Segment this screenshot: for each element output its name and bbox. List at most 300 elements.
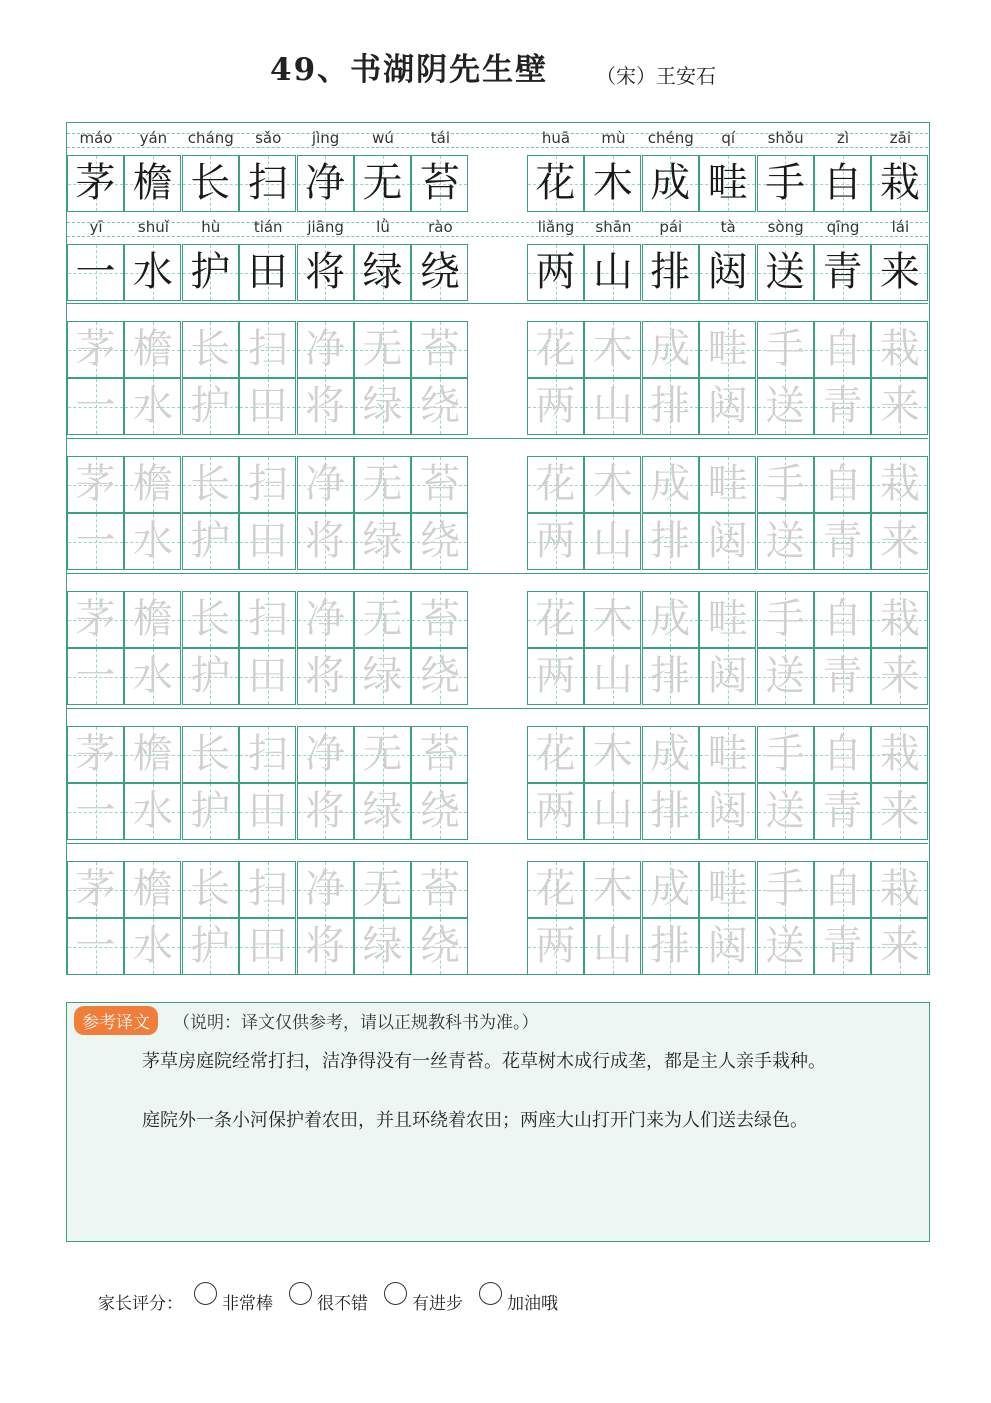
- radio-circle-icon[interactable]: [194, 1282, 217, 1305]
- trace-character: 木: [592, 731, 633, 777]
- trace-character: 栽: [879, 326, 920, 372]
- trace-character: 茅: [75, 326, 116, 372]
- trace-character: 檐: [132, 326, 173, 372]
- tracing-cell[interactable]: [584, 591, 641, 648]
- rating-option-label: 非常棒: [222, 1294, 273, 1314]
- model-character: 两: [535, 249, 576, 295]
- translation-paragraph-2: 庭院外一条小河保护着农田，并且环绕着农田；两座大山打开门来为人们送去绿色。: [142, 1110, 808, 1131]
- translation-paragraph-1: 茅草房庭院经常打扫，洁净得没有一丝青苔。花草树木成行成垄，都是主人亲手栽种。: [142, 1051, 826, 1072]
- trace-character: 净: [305, 461, 346, 507]
- model-character: 送: [765, 249, 806, 295]
- trace-character: 青: [822, 653, 863, 699]
- tracing-cell[interactable]: [239, 918, 296, 975]
- tracing-cell[interactable]: [411, 726, 468, 783]
- tracing-cell[interactable]: [527, 378, 584, 435]
- tracing-cell[interactable]: [124, 783, 181, 840]
- pinyin-label: jiāng: [307, 218, 344, 236]
- tracing-cell[interactable]: [354, 378, 411, 435]
- trace-character: 木: [592, 461, 633, 507]
- tracing-cell[interactable]: [871, 321, 928, 378]
- tracing-cell[interactable]: [67, 591, 124, 648]
- tracing-cell[interactable]: [67, 321, 124, 378]
- tracing-cell[interactable]: [527, 861, 584, 918]
- tracing-cell[interactable]: [584, 918, 641, 975]
- trace-character: 绕: [419, 518, 460, 564]
- radio-circle-icon[interactable]: [384, 1282, 407, 1305]
- pinyin-label: qīng: [826, 218, 860, 236]
- tracing-cell[interactable]: [239, 378, 296, 435]
- tracing-cell[interactable]: [182, 918, 239, 975]
- trace-character: 畦: [707, 731, 748, 777]
- tracing-cell[interactable]: [871, 513, 928, 570]
- tracing-cell[interactable]: [67, 648, 124, 705]
- tracing-cell[interactable]: [354, 783, 411, 840]
- trace-character: 长: [190, 461, 231, 507]
- trace-character: 送: [765, 788, 806, 834]
- tracing-cell[interactable]: [182, 861, 239, 918]
- tracing-cell[interactable]: [411, 648, 468, 705]
- tracing-cell[interactable]: [354, 918, 411, 975]
- tracing-cell[interactable]: [354, 513, 411, 570]
- tracing-row: [67, 648, 928, 705]
- tracing-cell[interactable]: [411, 321, 468, 378]
- pinyin-label: sǎo: [255, 129, 282, 147]
- pinyin-label: wú: [372, 129, 394, 147]
- tracing-cell[interactable]: [527, 783, 584, 840]
- pinyin-label: chéng: [647, 129, 694, 147]
- tracing-cell[interactable]: [871, 378, 928, 435]
- trace-character: 绿: [362, 653, 403, 699]
- tracing-cell[interactable]: [527, 321, 584, 378]
- tracing-cell[interactable]: [182, 648, 239, 705]
- trace-character: 绿: [362, 788, 403, 834]
- trace-character: 自: [822, 731, 863, 777]
- tracing-cell[interactable]: [182, 321, 239, 378]
- model-character: 绿: [362, 249, 403, 295]
- tracing-cell[interactable]: [527, 456, 584, 513]
- trace-character: 扫: [247, 866, 288, 912]
- separator-line: [67, 843, 928, 844]
- tracing-cell[interactable]: [67, 378, 124, 435]
- character-cell: [124, 155, 181, 212]
- trace-character: 两: [535, 383, 576, 429]
- tracing-cell[interactable]: [411, 918, 468, 975]
- trace-character: 成: [650, 866, 691, 912]
- tracing-cell[interactable]: [354, 861, 411, 918]
- tracing-cell[interactable]: [871, 726, 928, 783]
- trace-character: 山: [592, 383, 633, 429]
- tracing-cell[interactable]: [642, 456, 699, 513]
- tracing-cell[interactable]: [871, 918, 928, 975]
- character-cell: [297, 244, 354, 301]
- model-character-row: [67, 155, 928, 212]
- character-cell: [239, 155, 296, 212]
- model-character: 山: [592, 249, 633, 295]
- tracing-cell[interactable]: [642, 591, 699, 648]
- trace-character: 自: [822, 326, 863, 372]
- tracing-cell[interactable]: [699, 648, 756, 705]
- tracing-cell[interactable]: [584, 726, 641, 783]
- tracing-cell[interactable]: [699, 378, 756, 435]
- tracing-cell[interactable]: [814, 591, 871, 648]
- trace-character: 手: [765, 596, 806, 642]
- trace-character: 绿: [362, 518, 403, 564]
- trace-character: 花: [535, 326, 576, 372]
- model-character: 来: [879, 249, 920, 295]
- tracing-row: [67, 726, 928, 783]
- character-cell: [67, 244, 124, 301]
- pinyin-label: lái: [891, 218, 910, 236]
- tracing-cell[interactable]: [411, 378, 468, 435]
- tracing-cell[interactable]: [814, 861, 871, 918]
- separator-line: [67, 573, 928, 574]
- tracing-cell[interactable]: [699, 783, 756, 840]
- pinyin-label: hù: [201, 218, 221, 236]
- tracing-cell[interactable]: [814, 321, 871, 378]
- tracing-cell[interactable]: [124, 378, 181, 435]
- tracing-cell[interactable]: [757, 726, 814, 783]
- tracing-cell[interactable]: [814, 648, 871, 705]
- tracing-cell[interactable]: [411, 513, 468, 570]
- tracing-row: [67, 918, 928, 975]
- separator-line: [67, 708, 928, 709]
- tracing-row: [67, 783, 928, 840]
- character-cell: [699, 244, 756, 301]
- tracing-cell[interactable]: [67, 726, 124, 783]
- trace-character: 茅: [75, 731, 116, 777]
- trace-character: 畦: [707, 326, 748, 372]
- trace-character: 护: [190, 788, 231, 834]
- trace-character: 田: [247, 518, 288, 564]
- tracing-cell[interactable]: [124, 918, 181, 975]
- tracing-cell[interactable]: [354, 321, 411, 378]
- page-title: 49、书湖阴先生壁: [270, 52, 549, 88]
- pinyin-label: tái: [430, 129, 451, 147]
- trace-character: 两: [535, 653, 576, 699]
- trace-character: 水: [132, 923, 173, 969]
- tracing-cell[interactable]: [699, 456, 756, 513]
- trace-character: 来: [879, 653, 920, 699]
- trace-character: 将: [305, 923, 346, 969]
- tracing-cell[interactable]: [297, 918, 354, 975]
- trace-character: 无: [362, 326, 403, 372]
- tracing-cell[interactable]: [642, 321, 699, 378]
- trace-character: 畦: [707, 596, 748, 642]
- translation-note: （说明：译文仅供参考，请以正规教科书为准。）: [173, 1013, 539, 1033]
- tracing-cell[interactable]: [297, 861, 354, 918]
- character-cell: [182, 244, 239, 301]
- tracing-cell[interactable]: [182, 378, 239, 435]
- trace-character: 绕: [419, 383, 460, 429]
- tracing-cell[interactable]: [67, 861, 124, 918]
- trace-character: 来: [879, 383, 920, 429]
- trace-character: 苔: [419, 326, 460, 372]
- tracing-cell[interactable]: [354, 456, 411, 513]
- tracing-cell[interactable]: [297, 513, 354, 570]
- tracing-cell[interactable]: [239, 591, 296, 648]
- trace-character: 青: [822, 788, 863, 834]
- trace-character: 山: [592, 923, 633, 969]
- tracing-cell[interactable]: [411, 783, 468, 840]
- tracing-cell[interactable]: [699, 726, 756, 783]
- tracing-cell[interactable]: [67, 783, 124, 840]
- model-character: 水: [132, 249, 173, 295]
- pinyin-label: zì: [836, 129, 850, 147]
- trace-character: 田: [247, 923, 288, 969]
- tracing-cell[interactable]: [124, 321, 181, 378]
- tracing-cell[interactable]: [642, 648, 699, 705]
- pinyin-row: [67, 125, 928, 155]
- tracing-cell[interactable]: [584, 648, 641, 705]
- trace-character: 扫: [247, 596, 288, 642]
- trace-character: 花: [535, 461, 576, 507]
- tracing-cell[interactable]: [124, 456, 181, 513]
- trace-character: 无: [362, 461, 403, 507]
- trace-character: 两: [535, 788, 576, 834]
- tracing-cell[interactable]: [699, 321, 756, 378]
- trace-character: 水: [132, 383, 173, 429]
- tracing-cell[interactable]: [642, 513, 699, 570]
- tracing-cell[interactable]: [814, 456, 871, 513]
- tracing-cell[interactable]: [67, 513, 124, 570]
- tracing-cell[interactable]: [871, 783, 928, 840]
- character-cell: [814, 244, 871, 301]
- model-character: 木: [592, 160, 633, 206]
- pinyin-label: shuǐ: [137, 218, 169, 236]
- trace-character: 长: [190, 326, 231, 372]
- trace-character: 无: [362, 866, 403, 912]
- tracing-cell[interactable]: [354, 591, 411, 648]
- separator-line: [67, 303, 928, 304]
- trace-character: 扫: [247, 461, 288, 507]
- radio-circle-icon[interactable]: [289, 1282, 312, 1305]
- tracing-cell[interactable]: [757, 321, 814, 378]
- pinyin-label: liǎng: [537, 218, 575, 236]
- tracing-cell[interactable]: [182, 726, 239, 783]
- tracing-cell[interactable]: [67, 456, 124, 513]
- model-character: 闼: [707, 249, 748, 295]
- tracing-cell[interactable]: [297, 648, 354, 705]
- trace-character: 护: [190, 383, 231, 429]
- tracing-cell[interactable]: [814, 726, 871, 783]
- tracing-cell[interactable]: [757, 783, 814, 840]
- trace-character: 将: [305, 383, 346, 429]
- tracing-cell[interactable]: [584, 456, 641, 513]
- character-cell: [67, 155, 124, 212]
- model-character: 扫: [247, 160, 288, 206]
- trace-character: 净: [305, 326, 346, 372]
- tracing-cell[interactable]: [642, 783, 699, 840]
- trace-character: 水: [132, 653, 173, 699]
- trace-character: 排: [650, 788, 691, 834]
- rating-label: 家长评分：: [98, 1294, 183, 1314]
- character-cell: [814, 155, 871, 212]
- trace-character: 一: [75, 518, 116, 564]
- tracing-cell[interactable]: [354, 648, 411, 705]
- tracing-cell[interactable]: [757, 456, 814, 513]
- tracing-cell[interactable]: [239, 648, 296, 705]
- trace-character: 闼: [707, 788, 748, 834]
- trace-character: 檐: [132, 731, 173, 777]
- tracing-cell[interactable]: [124, 726, 181, 783]
- header: [0, 44, 991, 94]
- radio-circle-icon[interactable]: [479, 1282, 502, 1305]
- model-character: 檐: [132, 160, 173, 206]
- pinyin-label: tà: [720, 218, 736, 236]
- tracing-cell[interactable]: [124, 861, 181, 918]
- pinyin-label: qí: [721, 129, 736, 147]
- tracing-cell[interactable]: [584, 861, 641, 918]
- tracing-cell[interactable]: [182, 591, 239, 648]
- tracing-cell[interactable]: [584, 783, 641, 840]
- trace-character: 将: [305, 653, 346, 699]
- tracing-cell[interactable]: [239, 321, 296, 378]
- character-cell: [239, 244, 296, 301]
- trace-character: 绕: [419, 653, 460, 699]
- pinyin-label: sòng: [767, 218, 804, 236]
- tracing-cell[interactable]: [182, 456, 239, 513]
- tracing-cell[interactable]: [699, 591, 756, 648]
- trace-character: 绿: [362, 923, 403, 969]
- trace-character: 畦: [707, 461, 748, 507]
- tracing-cell[interactable]: [757, 918, 814, 975]
- tracing-cell[interactable]: [814, 378, 871, 435]
- trace-character: 栽: [879, 866, 920, 912]
- trace-character: 苔: [419, 866, 460, 912]
- model-character: 手: [765, 160, 806, 206]
- trace-character: 闼: [707, 923, 748, 969]
- tracing-cell[interactable]: [239, 513, 296, 570]
- model-character: 自: [822, 160, 863, 206]
- trace-character: 绕: [419, 788, 460, 834]
- tracing-cell[interactable]: [124, 591, 181, 648]
- tracing-cell[interactable]: [814, 513, 871, 570]
- tracing-row: [67, 378, 928, 435]
- trace-character: 排: [650, 383, 691, 429]
- character-cell: [297, 155, 354, 212]
- tracing-cell[interactable]: [297, 591, 354, 648]
- tracing-cell[interactable]: [124, 513, 181, 570]
- tracing-cell[interactable]: [814, 918, 871, 975]
- tracing-cell[interactable]: [239, 783, 296, 840]
- model-character: 一: [75, 249, 116, 295]
- tracing-cell[interactable]: [757, 591, 814, 648]
- tracing-cell[interactable]: [239, 726, 296, 783]
- tracing-cell[interactable]: [699, 861, 756, 918]
- tracing-row: [67, 861, 928, 918]
- trace-character: 花: [535, 596, 576, 642]
- model-character: 青: [822, 249, 863, 295]
- tracing-cell[interactable]: [527, 726, 584, 783]
- pinyin-label: tián: [253, 218, 283, 236]
- tracing-cell[interactable]: [757, 513, 814, 570]
- tracing-cell[interactable]: [124, 648, 181, 705]
- character-cell: [182, 155, 239, 212]
- tracing-cell[interactable]: [642, 861, 699, 918]
- tracing-cell[interactable]: [584, 321, 641, 378]
- tracing-cell[interactable]: [757, 861, 814, 918]
- tracing-cell[interactable]: [757, 378, 814, 435]
- tracing-cell[interactable]: [699, 918, 756, 975]
- tracing-cell[interactable]: [67, 918, 124, 975]
- model-character-row: [67, 244, 928, 301]
- tracing-cell[interactable]: [182, 783, 239, 840]
- tracing-cell[interactable]: [871, 591, 928, 648]
- trace-character: 山: [592, 653, 633, 699]
- pinyin-label: huā: [541, 129, 571, 147]
- model-character: 护: [190, 249, 231, 295]
- trace-character: 青: [822, 518, 863, 564]
- tracing-cell[interactable]: [642, 726, 699, 783]
- tracing-cell[interactable]: [642, 378, 699, 435]
- trace-character: 自: [822, 596, 863, 642]
- pinyin-label: yán: [139, 129, 168, 147]
- tracing-cell[interactable]: [584, 378, 641, 435]
- rating-option-label: 很不错: [317, 1294, 368, 1314]
- trace-character: 栽: [879, 596, 920, 642]
- tracing-cell[interactable]: [871, 456, 928, 513]
- tracing-cell[interactable]: [527, 513, 584, 570]
- rating-option-label: 加油哦: [507, 1294, 558, 1314]
- tracing-cell[interactable]: [411, 591, 468, 648]
- model-character: 无: [362, 160, 403, 206]
- tracing-cell[interactable]: [411, 861, 468, 918]
- trace-character: 长: [190, 866, 231, 912]
- tracing-cell[interactable]: [239, 861, 296, 918]
- tracing-cell[interactable]: [182, 513, 239, 570]
- tracing-cell[interactable]: [239, 456, 296, 513]
- trace-character: 成: [650, 731, 691, 777]
- trace-character: 山: [592, 518, 633, 564]
- tracing-cell[interactable]: [584, 513, 641, 570]
- tracing-cell[interactable]: [527, 918, 584, 975]
- trace-character: 花: [535, 866, 576, 912]
- model-character: 茅: [75, 160, 116, 206]
- tracing-cell[interactable]: [297, 783, 354, 840]
- tracing-cell[interactable]: [757, 648, 814, 705]
- model-character: 田: [247, 249, 288, 295]
- translation-badge: 参考译文: [74, 1006, 158, 1035]
- parent-rating: [98, 1282, 798, 1312]
- tracing-cell[interactable]: [871, 648, 928, 705]
- tracing-cell[interactable]: [527, 591, 584, 648]
- tracing-cell[interactable]: [642, 918, 699, 975]
- trace-character: 栽: [879, 461, 920, 507]
- pinyin-label: zāi: [889, 129, 911, 147]
- trace-character: 送: [765, 518, 806, 564]
- trace-character: 手: [765, 461, 806, 507]
- trace-character: 绿: [362, 383, 403, 429]
- tracing-row: [67, 513, 928, 570]
- trace-character: 护: [190, 653, 231, 699]
- tracing-cell[interactable]: [527, 648, 584, 705]
- trace-character: 手: [765, 326, 806, 372]
- tracing-cell[interactable]: [297, 321, 354, 378]
- tracing-cell[interactable]: [354, 726, 411, 783]
- trace-character: 檐: [132, 596, 173, 642]
- tracing-cell[interactable]: [297, 456, 354, 513]
- character-cell: [642, 155, 699, 212]
- tracing-cell[interactable]: [297, 726, 354, 783]
- trace-character: 长: [190, 596, 231, 642]
- tracing-cell[interactable]: [699, 513, 756, 570]
- tracing-cell[interactable]: [297, 378, 354, 435]
- tracing-cell[interactable]: [814, 783, 871, 840]
- tracing-cell[interactable]: [871, 861, 928, 918]
- tracing-cell[interactable]: [411, 456, 468, 513]
- character-cell: [527, 244, 584, 301]
- trace-character: 茅: [75, 596, 116, 642]
